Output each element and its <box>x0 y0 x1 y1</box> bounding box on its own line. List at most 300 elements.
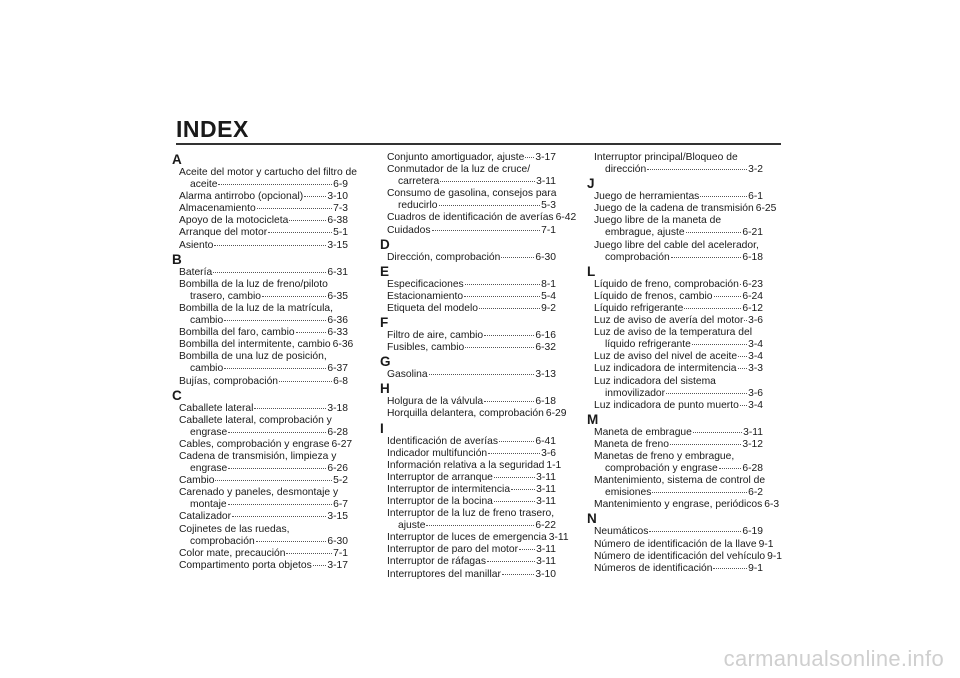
index-entry <box>384 303 556 315</box>
index-page-number: 6-28 <box>742 463 763 475</box>
index-entry-text: Interruptor de intermitencia <box>387 483 511 495</box>
index-page-number: 5-1 <box>333 227 348 239</box>
index-entry-text: Mantenimiento, sistema de control de <box>594 475 766 487</box>
index-entry-text: trasero, cambio <box>190 290 261 302</box>
index-page-number: 6-32 <box>535 342 556 354</box>
index-page-number: 3-11 <box>536 483 556 495</box>
index-entry <box>384 330 556 342</box>
dot-leader <box>494 500 535 502</box>
page-title: INDEX <box>176 116 249 142</box>
dot-leader <box>256 540 327 542</box>
dot-leader <box>484 400 534 402</box>
index-entry-text: Cojinetes de las ruedas, <box>179 523 290 535</box>
dot-leader <box>304 195 326 197</box>
index-entry <box>384 556 556 568</box>
dot-leader <box>700 195 747 197</box>
index-entry <box>176 327 348 339</box>
index-entry <box>176 240 348 252</box>
dot-leader <box>268 231 332 233</box>
index-entry-text: engrase <box>190 426 228 438</box>
index-entry <box>591 351 763 363</box>
index-page-number: 6-21 <box>742 227 763 239</box>
index-entry-text: Bombilla del faro, cambio <box>179 327 295 339</box>
dot-leader <box>464 295 540 297</box>
index-letter-heading: N <box>587 511 597 527</box>
index-entry-text: Líquido refrigerante <box>594 302 684 314</box>
index-page-number: 3-10 <box>327 191 348 203</box>
index-entry <box>591 400 763 412</box>
index-letter-heading: H <box>380 381 390 397</box>
index-entry-text: Bombilla de la luz de la matrícula, <box>179 302 333 314</box>
index-entry <box>591 463 763 475</box>
index-letter-heading: J <box>587 176 595 192</box>
index-page-number: 5-2 <box>333 475 348 487</box>
index-entry <box>176 267 348 279</box>
index-page-number: 3-11 <box>548 532 569 544</box>
index-page-number: 6-22 <box>535 520 556 532</box>
index-entry-text: Compartimento porta objetos <box>179 559 312 571</box>
dot-leader <box>214 244 326 246</box>
index-entry <box>384 484 556 496</box>
dot-leader <box>296 331 327 333</box>
dot-leader <box>686 231 742 233</box>
index-entry-text: Mantenimiento y engrase, periódicos <box>594 499 763 511</box>
index-entry-text: Luz indicadora de punto muerto <box>594 399 739 411</box>
dot-leader <box>670 443 741 445</box>
index-entry-text: comprobación <box>605 251 670 263</box>
index-entry-text: Bombilla de una luz de posición, <box>179 351 327 363</box>
dot-leader <box>487 560 535 562</box>
index-entry-text: Luz indicadora de intermitencia <box>594 363 737 375</box>
dot-leader <box>232 515 326 517</box>
dot-leader <box>429 373 535 375</box>
index-page-number: 6-16 <box>535 330 556 342</box>
index-entry-text: Color mate, precaución <box>179 547 286 559</box>
index-page-number: 6-31 <box>327 266 348 278</box>
index-entry <box>591 164 763 176</box>
index-page-number: 3-11 <box>743 426 763 438</box>
index-page-number: 3-4 <box>748 399 763 411</box>
index-entry-text: Cuadros de identificación de averías <box>387 212 554 224</box>
index-letter-heading: D <box>380 236 390 252</box>
dot-leader <box>738 355 747 357</box>
index-page-number: 7-1 <box>333 547 348 559</box>
index-entry <box>591 550 783 563</box>
index-page-number: 3-3 <box>748 363 763 375</box>
index-entry <box>384 569 556 581</box>
index-entry-text: emisiones <box>605 487 652 499</box>
index-entry-text: Consumo de gasolina, consejos para <box>387 188 557 200</box>
index-entry-text: comprobación <box>190 535 255 547</box>
dot-leader <box>740 404 747 406</box>
dot-leader <box>744 319 747 321</box>
index-entry <box>591 427 763 439</box>
index-page-number: 3-6 <box>748 315 763 327</box>
index-page-number: 6-12 <box>742 302 763 314</box>
index-entry <box>591 388 763 400</box>
index-entry <box>176 215 348 227</box>
index-entry-text: Bujías, comprobación <box>179 375 279 387</box>
index-letter-heading: M <box>587 411 599 427</box>
index-entry-text: Almacenamiento <box>179 203 256 215</box>
index-page-number: 5-3 <box>541 200 556 212</box>
dot-leader <box>693 431 742 433</box>
index-entry <box>384 252 556 264</box>
index-entry-text: Cambio <box>179 475 215 487</box>
dot-leader <box>279 380 332 382</box>
dot-leader <box>502 573 535 575</box>
index-entry-text: Manetas de freno y embrague, <box>594 450 735 462</box>
index-entry <box>384 176 556 188</box>
index-entry-text: Bombilla de la luz de freno/piloto <box>179 278 328 290</box>
dot-leader <box>479 307 540 309</box>
index-entry <box>176 339 354 351</box>
index-entry <box>176 560 348 572</box>
dot-leader <box>218 183 332 185</box>
index-entry-text: Neumáticos <box>594 526 649 538</box>
index-entry-text: Luz de aviso de avería del motor <box>594 315 744 327</box>
index-page-number: 6-18 <box>535 396 556 408</box>
index-entry <box>176 291 348 303</box>
index-entry <box>384 408 567 420</box>
dot-leader <box>484 334 534 336</box>
index-page-number: 3-15 <box>327 239 348 251</box>
index-entry <box>384 291 556 303</box>
index-entry <box>384 279 556 291</box>
index-page-number: 6-3 <box>764 499 780 511</box>
index-entry-text: Cables, comprobación y engrase <box>179 438 330 450</box>
index-entry <box>591 487 763 499</box>
index-entry <box>384 472 556 484</box>
index-page-number: 6-24 <box>742 290 763 302</box>
dot-leader <box>692 343 747 345</box>
index-entry <box>176 499 348 511</box>
index-entry-text: Interruptor de la luz de freno trasero, <box>387 508 555 520</box>
index-page-number: 3-4 <box>748 339 763 351</box>
index-entry-text: Apoyo de la motocicleta <box>179 215 289 227</box>
index-page-number: 3-11 <box>536 556 556 568</box>
dot-leader <box>465 283 540 285</box>
index-entry <box>591 252 763 264</box>
index-page-number: 6-25 <box>755 203 777 215</box>
index-page-number: 3-18 <box>327 402 348 414</box>
index-page-number: 6-2 <box>748 487 763 499</box>
index-entry-text: Interruptor de la bocina <box>387 495 493 507</box>
index-entry-text: Aceite del motor y cartucho del filtro de <box>179 167 357 178</box>
index-entry <box>384 369 556 381</box>
index-page-number: 6-37 <box>327 363 348 375</box>
index-entry <box>591 439 763 451</box>
dot-leader <box>501 256 534 258</box>
index-page-number: 3-13 <box>535 369 556 381</box>
index-entry-text: Juego libre del cable del acelerador, <box>594 239 759 251</box>
index-entry-text: Maneta de freno <box>594 438 669 450</box>
index-page-number: 3-2 <box>748 164 763 176</box>
index-entry <box>591 203 777 215</box>
index-entry-text: Etiqueta del modelo <box>387 302 479 314</box>
index-page-number: 8-1 <box>541 278 556 290</box>
index-column-1 <box>172 152 357 572</box>
index-entry-text: dirección <box>605 164 647 176</box>
index-page-number: 6-29 <box>545 408 567 420</box>
index-entry-text: Horquilla delantera, comprobación <box>387 408 544 420</box>
index-entry-text: Asiento <box>179 239 214 251</box>
index-entry-text: Dirección, comprobación <box>387 251 501 263</box>
index-entry-text: Cuidados <box>387 224 431 236</box>
index-entry-text: Líquido de freno, comprobación <box>594 278 739 290</box>
index-page-number: 3-17 <box>535 152 556 163</box>
index-letter-heading: A <box>172 152 182 167</box>
index-entry <box>384 459 562 472</box>
index-entry-text: Juego libre de la maneta de <box>594 215 722 227</box>
dot-leader <box>213 271 326 273</box>
index-page-number: 6-23 <box>742 278 763 290</box>
index-page-number: 9-1 <box>758 538 774 550</box>
dot-leader <box>426 524 534 526</box>
index-entry-text: Interruptor de arranque <box>387 471 493 483</box>
index-entry-text: Caballete lateral, comprobación y <box>179 414 332 426</box>
index-entry-text: Catalizador <box>179 511 232 523</box>
dot-leader <box>511 488 535 490</box>
index-page-number: 6-41 <box>535 435 556 447</box>
index-entry-text: Maneta de embrague <box>594 426 692 438</box>
index-page-number: 9-1 <box>767 550 783 562</box>
dot-leader <box>289 219 326 221</box>
index-entry-text: Fusibles, cambio <box>387 342 465 354</box>
index-letter-heading: B <box>172 251 182 267</box>
dot-leader <box>465 346 534 348</box>
index-entry <box>176 511 348 523</box>
index-page-number: 6-19 <box>742 526 763 538</box>
index-entry-text: inmovilizador <box>605 387 666 399</box>
index-entry <box>591 291 763 303</box>
index-page-number: 3-11 <box>536 471 556 483</box>
index-column-2 <box>380 152 577 581</box>
index-letter-heading: E <box>380 263 390 279</box>
index-entry <box>384 225 556 237</box>
index-page-number: 7-3 <box>333 203 348 215</box>
dot-leader <box>215 479 332 481</box>
index-entry <box>176 438 353 451</box>
index-entry <box>384 544 556 556</box>
index-entry-text: comprobación y engrase <box>605 463 718 475</box>
index-entry <box>176 403 348 415</box>
index-entry <box>384 342 556 354</box>
index-entry-text: Juego de herramientas <box>594 191 700 203</box>
index-entry <box>384 396 556 408</box>
dot-leader <box>652 491 747 493</box>
index-entry-text: engrase <box>190 463 228 475</box>
index-entry-text: Juego de la cadena de transmisión <box>594 203 754 215</box>
index-entry <box>176 315 348 327</box>
dot-leader <box>228 503 332 505</box>
index-entry <box>384 448 556 460</box>
dot-leader <box>432 229 541 231</box>
index-entry-text: Carenado y paneles, desmontaje y <box>179 487 339 499</box>
index-entry <box>176 227 348 239</box>
index-entry <box>176 463 348 475</box>
index-entry-text: cambio <box>190 363 224 375</box>
index-entry-text: líquido refrigerante <box>605 339 691 351</box>
index-page-number: 6-1 <box>748 191 763 203</box>
dot-leader <box>257 207 332 209</box>
index-entry-text: carretera <box>398 176 440 188</box>
index-entry-text: cambio <box>190 315 224 327</box>
index-entry-text: Números de identificación <box>594 562 713 574</box>
index-entry-text: Líquido de frenos, cambio <box>594 290 713 302</box>
dot-leader <box>313 564 327 566</box>
dot-leader <box>719 467 742 469</box>
index-entry <box>591 563 763 575</box>
index-entry-text: Filtro de aire, cambio <box>387 330 484 342</box>
index-page-number: 6-27 <box>331 438 353 450</box>
index-entry <box>384 532 569 544</box>
index-page-number: 3-6 <box>748 387 763 399</box>
index-entry-text: Caballete lateral <box>179 402 254 414</box>
index-entry-text: Luz de aviso de la temperatura del <box>594 327 752 339</box>
index-entry-text: ajuste <box>398 520 426 532</box>
index-entry <box>176 548 348 560</box>
index-entry-text: Bombilla del intermitente, cambio <box>179 339 331 351</box>
index-page-number: 3-11 <box>536 544 556 556</box>
index-page-number: 6-42 <box>555 212 577 224</box>
index-letter-heading: L <box>587 263 596 279</box>
index-entry-text: Holgura de la válvula <box>387 396 484 408</box>
index-page-number: 1-1 <box>546 459 562 471</box>
index-entry-text: Interruptores del manillar <box>387 568 501 580</box>
index-page-number: 3-11 <box>536 176 556 188</box>
index-page-number: 6-36 <box>332 339 354 351</box>
index-page-number: 3-17 <box>327 559 348 571</box>
index-entry <box>591 227 763 239</box>
index-page-number: 6-18 <box>742 251 763 263</box>
index-page-number: 6-26 <box>327 463 348 475</box>
index-page-number: 3-6 <box>541 447 556 459</box>
dot-leader <box>494 476 535 478</box>
index-page-number: 6-30 <box>327 535 348 547</box>
index-page-number: 9-2 <box>541 302 556 314</box>
dot-leader <box>228 467 326 469</box>
index-entry-text: Información relativa a la seguridad <box>387 459 545 471</box>
index-entry-text: Conjunto amortiguador, ajuste <box>387 152 525 163</box>
index-entry <box>384 496 556 508</box>
dot-leader <box>519 548 535 550</box>
index-entry <box>176 427 348 439</box>
index-entry-text: Número de identificación del vehículo <box>594 550 766 562</box>
index-entry-text: Número de identificación de la llave <box>594 538 757 550</box>
index-entry-text: Interruptor de luces de emergencia <box>387 532 547 544</box>
index-entry <box>591 303 763 315</box>
index-entry <box>591 499 780 511</box>
index-entry <box>591 315 763 327</box>
dot-leader <box>439 204 541 206</box>
dot-leader <box>684 307 741 309</box>
dot-leader <box>254 407 326 409</box>
index-letter-heading: C <box>172 387 182 403</box>
dot-leader <box>649 530 741 532</box>
index-entry-text: Estacionamiento <box>387 290 464 302</box>
dot-leader <box>740 283 742 285</box>
index-entry-text: montaje <box>190 499 227 511</box>
index-entry <box>591 191 763 203</box>
index-entry <box>176 203 348 215</box>
index-entry <box>176 191 348 203</box>
dot-leader <box>488 452 540 454</box>
dot-leader <box>738 367 748 369</box>
index-entry <box>384 212 577 224</box>
index-page-number: 6-35 <box>327 290 348 302</box>
dot-leader <box>440 180 535 182</box>
index-entry <box>591 339 763 351</box>
dot-leader <box>714 295 742 297</box>
index-page-number: 7-1 <box>541 224 556 236</box>
index-column-3 <box>587 152 783 575</box>
index-entry-text: Alarma antirrobo (opcional) <box>179 191 304 203</box>
index-entry <box>176 536 348 548</box>
index-entry-text: Interruptor de ráfagas <box>387 556 487 568</box>
dot-leader <box>666 392 747 394</box>
index-entry <box>591 363 763 375</box>
index-entry-text: Interruptor de paro del motor <box>387 544 519 556</box>
index-page-number: 3-15 <box>327 511 348 523</box>
title-divider <box>176 143 781 145</box>
index-page-number: 6-36 <box>327 315 348 327</box>
index-entry-text: Cadena de transmisión, limpieza y <box>179 450 337 462</box>
index-entry-text: Identificación de averías <box>387 435 499 447</box>
dot-leader <box>499 440 534 442</box>
index-entry-text: aceite <box>190 179 218 191</box>
index-entry <box>384 436 556 448</box>
index-page-number: 6-7 <box>333 499 348 511</box>
index-entry-text: Gasolina <box>387 369 428 381</box>
index-entry <box>176 475 348 487</box>
dot-leader <box>713 567 747 569</box>
dot-leader <box>525 156 534 158</box>
index-entry-text: Luz indicadora del sistema <box>594 375 716 387</box>
index-entry-text: Arranque del motor <box>179 227 268 239</box>
index-page-number: 6-33 <box>327 327 348 339</box>
index-page-number: 6-30 <box>535 251 556 263</box>
dot-leader <box>647 168 747 170</box>
dot-leader <box>262 295 326 297</box>
watermark-text[interactable]: carmanualsonline.info <box>723 646 944 671</box>
index-entry-text: Luz de aviso del nivel de aceite <box>594 351 738 363</box>
dot-leader <box>671 256 742 258</box>
index-page-number: 3-10 <box>535 568 556 580</box>
index-entry-text: embrague, ajuste <box>605 227 685 239</box>
index-entry <box>384 152 556 164</box>
index-page-number: 3-4 <box>748 351 763 363</box>
index-page-number: 3-11 <box>536 495 556 507</box>
index-letter-heading: F <box>380 315 389 331</box>
index-entry <box>176 376 348 388</box>
index-page-number: 9-1 <box>748 562 763 574</box>
index-page-number: 6-8 <box>333 375 348 387</box>
index-page-number: 5-4 <box>541 290 556 302</box>
index-entry <box>384 200 556 212</box>
index-page-number: 6-28 <box>327 426 348 438</box>
index-entry <box>591 538 774 551</box>
index-letter-heading: G <box>380 354 391 370</box>
index-letter-heading: I <box>380 420 384 436</box>
dot-leader <box>224 367 326 369</box>
index-entry-text: Indicador multifunción <box>387 447 488 459</box>
index-page-number: 6-9 <box>333 179 348 191</box>
index-entry <box>591 279 763 291</box>
index-entry <box>176 363 348 375</box>
dot-leader <box>228 431 326 433</box>
index-entry <box>591 526 763 538</box>
